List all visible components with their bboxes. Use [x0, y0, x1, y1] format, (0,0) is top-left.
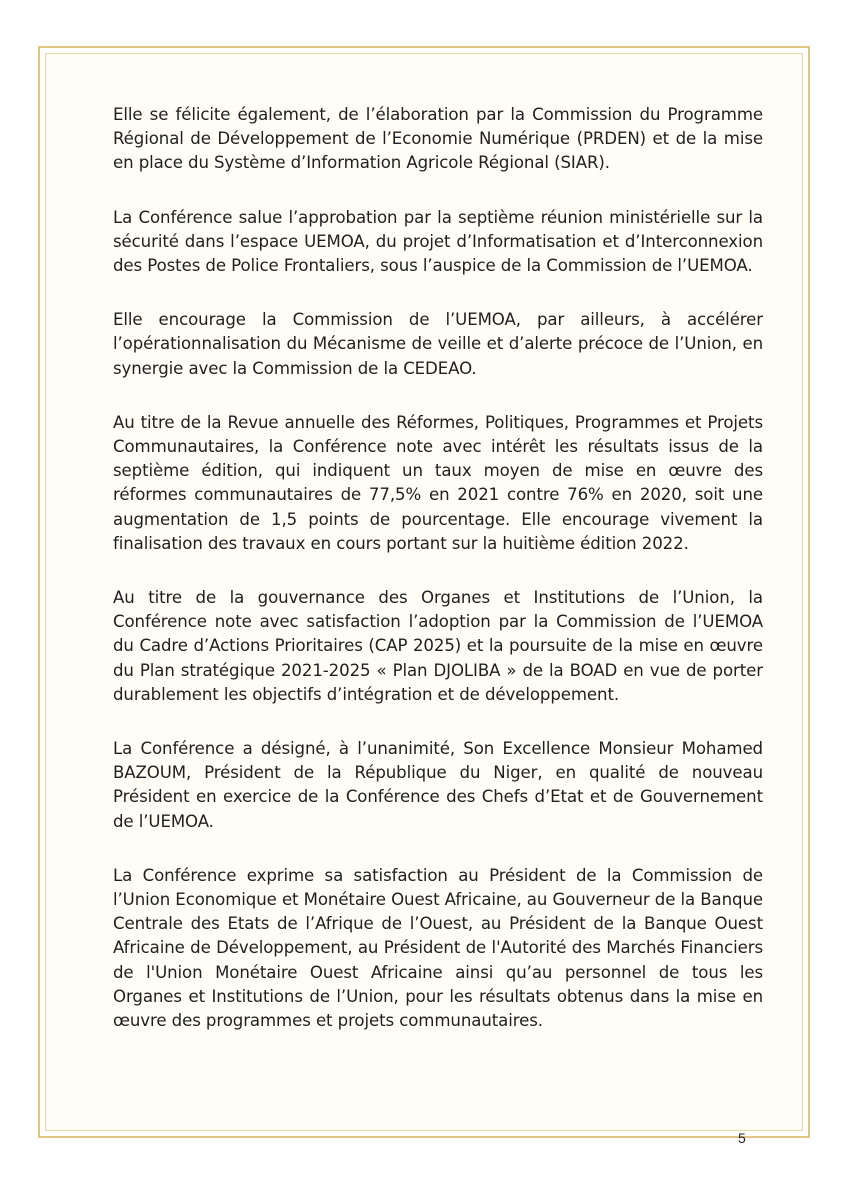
paragraph-mecanisme-alerte: Elle encourage la Commission de l’UEMOA, par ailleurs, à accélérer l’opérationnalisation du Mécanisme de veille et d’alerte précoce de l’Union, en synergie avec la Commission de la CEDEAO. — [113, 310, 763, 378]
page-number: 5 — [738, 1130, 746, 1146]
paragraph-satisfaction: La Conférence exprime sa satisfaction au Président de la Commission de l’Union Economique et Monétaire Ouest Africaine, au Gouverneur de la Banque Centrale des Etats de l’Afrique de l’Ouest, au Président de la Banque Ouest Africaine de Développement, au Président de l'Autorité des Marchés Financiers de l'Union Monétaire Ouest Africaine ainsi qu’au personnel de tous les Organes et Institutions de l’Union, pour les résultats obtenus dans la mise en œuvre des programmes et projets communautaires. — [113, 865, 763, 1031]
paragraph-gouvernance: Au titre de la gouvernance des Organes et Institutions de l’Union, la Conférence note avec satisfaction l’adoption par la Commission de l’UEMOA du Cadre d’Actions Prioritaires (CAP 2025) et la poursuite de la mise en œuvre du Plan stratégique 2021-2025 « Plan DJOLIBA » de la BOAD en vue de porter durablement les objectifs d’intégration et de développement. — [113, 588, 763, 704]
paragraph-prden-siar: Elle se félicite également, de l’élaboration par la Commission du Programme Régional de Développement de l’Economie Numérique (PRDEN) et de la mise en place du Système d’Information Agricole Régional (SIAR). — [113, 105, 763, 173]
paragraph-nouveau-president: La Conférence a désigné, à l’unanimité, Son Excellence Monsieur Mohamed BAZOUM, Président de la République du Niger, en qualité de nouveau Président en exercice de la Conférence des Chefs d’Etat et de Gouvernement de l’UEMOA. — [113, 739, 763, 831]
document-body — [113, 103, 763, 1063]
paragraph-police-frontaliers: La Conférence salue l’approbation par la septième réunion ministérielle sur la sécurité dans l’espace UEMOA, du projet d’Informatisation et d’Interconnexion des Postes de Police Frontaliers, sous l’auspice de la Commission de l’UEMOA. — [113, 207, 763, 276]
paragraph-revue-annuelle: Au titre de la Revue annuelle des Réformes, Politiques, Programmes et Projets Communautaires, la Conférence note avec intérêt les résultats issus de la septième édition, qui indiquent un taux moyen de mise en œuvre des réformes communautaires de 77,5% en 2021 contre 76% en 2020, soit une augmentation de 1,5 points de pourcentage. Elle encourage vivement la finalisation des travaux en cours portant sur la huitième édition 2022. — [113, 412, 763, 553]
